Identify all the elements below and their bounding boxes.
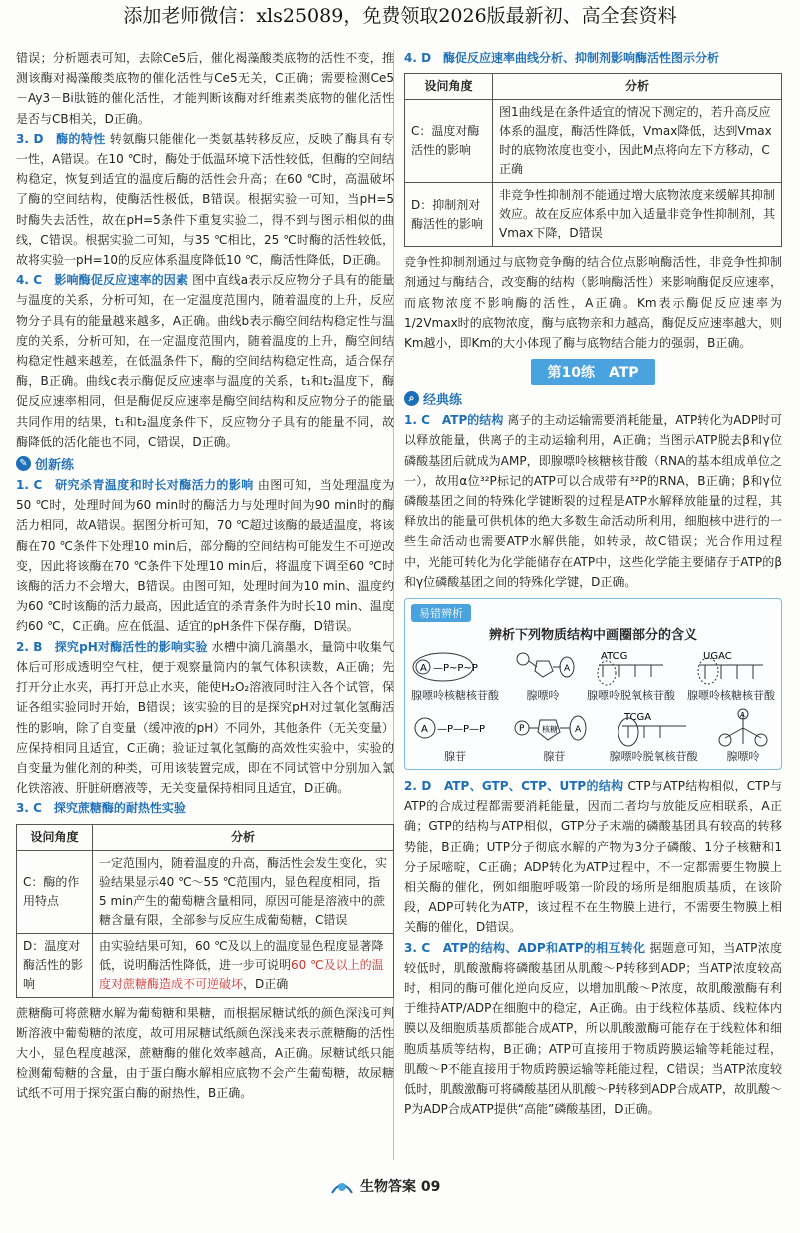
chapter-banner — [404, 359, 782, 385]
table-header-angle: 设问角度 — [17, 824, 93, 850]
right-column — [404, 48, 782, 1163]
answer-j1-body: 离子的主动运输需要消耗能量，ATP转化为ADP时可以释放能量，供离子的主动运输利用，A正确；当图示ATP脱去β和γ位磷酸基团后就成为AMP，即腺嘌呤核糖核苷酸（RNA的基本组成单位之一），故用α位³²P标记的ATP可以合成带有³²P的RNA，B正确；β和γ位磷酸基团之间的特殊化学键断裂的过程是ATP水解释放能量的过程，其释放出的能量可供机体的绝大多数生命活动所利用，细胞核中进行的一些生命活动也需要ATP水解供能，如转录，故C错误；光合作用过程中，光能可转化为化学能储存在ATP中，这些化学能主要储存于ATP的β和γ位磷酸基团之间的特殊化学键，D正确。 — [404, 413, 782, 589]
diagram-trna: A 腺嘌呤 — [711, 708, 775, 763]
answer-j2-body: CTP与ATP结构相似，CTP与ATP的合成过程都需要消耗能量，因而二者均与放能反应相联系，A正确；GTP的结构与ATP相似，GTP分子末端的磷酸基团具有较高的转移势能，B正确；UTP分子彻底水解的产物为3分子磷酸、1分子核糖和1分子尿嘧啶，C正确；ADP转化为ATP过程中，不一定都需要生物膜上相关酶的催化，例如细胞呼吸第一阶段的场所是细胞质基质，在该阶段，ADP可转化为ATP，该过程不在生物膜上进行，不需要生物膜上相关酶的催化，D错误。 — [404, 779, 782, 935]
analysis-table-right — [404, 73, 782, 247]
diagram-row-2 — [411, 708, 775, 763]
table-cell-analysis: 非竞争性抑制剂不能通过增大底物浓度来缓解其抑制效应。故在反应体系中加入适量非竞争性抑制剂，其Vmax下降，D错误 — [493, 183, 782, 247]
svg-text:—P~P~P: —P~P~P — [433, 663, 478, 675]
svg-text:ATCG: ATCG — [601, 651, 628, 663]
highlight-text: 60 ℃及以上的温度对蔗糖酶造成不可逆破坏 — [99, 957, 384, 991]
diagram-adenine-in-nucleotide: A 腺嘌呤 — [511, 647, 575, 702]
table-row — [405, 100, 782, 183]
rna-strand-icon — [695, 647, 767, 687]
answer-j3-body: 据题意可知，当ATP浓度较低时，肌酸激酶将磷酸基团从肌酸～P转移到ADP；当ATP浓度较高时，相同的酶可催化逆向反应，以增加肌酸～P浓度，故肌酸激酶有利于维持ATP/ADP在细胞中的稳定，A正确。由于线粒体基质、线粒体内膜以及细胞质基质都能合成ATP，所以肌酸激酶可能存在于线粒体和细胞质基质等结构，B正确；ATP可直接用于物质跨膜运输等耗能过程，肌酸～P不能直接用于物质跨膜运输等耗能过程，C错误；当ATP浓度较低时，肌酸激酶可将磷酸基团从肌酸～P转移到ADP合成ATP，故肌酸～P为ADP合成ATP提供“高能”磷酸基团，D正确。 — [404, 940, 782, 1117]
answer-q4-head: 4. C 影响酶促反应速率的因素 — [16, 273, 189, 288]
answer-q3-head: 3. D 酶的特性 — [16, 131, 106, 146]
answer-j2 — [404, 776, 782, 938]
atp-structure-icon — [411, 647, 499, 687]
table-cell-angle: C：温度对酶活性的影响 — [405, 100, 493, 183]
table-header-analysis: 分析 — [93, 824, 394, 850]
table-cell-analysis: 图1曲线是在条件适宜的情况下测定的，若升高反应体系的温度，酶活性降低，Vmax降低，达到Vmax时的底物浓度也变小，因此M点将向左下方移动，C正确 — [493, 100, 782, 183]
svg-text:—P—P—P: —P—P—P — [437, 724, 486, 736]
svg-text:A: A — [739, 711, 745, 720]
table-cell-analysis: 由实验结果可知，60 ℃及以上的温度显色程度显著降低，说明酶活性降低，进一步可说明60 ℃及以上的温度对蔗糖酶造成不可逆破坏，D正确 — [93, 933, 394, 997]
table-header-analysis: 分析 — [493, 74, 782, 100]
chapter-title: 第10练 ATP — [531, 359, 654, 385]
svg-text:TCGA: TCGA — [623, 712, 651, 724]
answer-q3 — [16, 129, 394, 270]
diagram-atp-nucleotide: A —P~P~P 腺嘌呤核糖核苷酸 — [411, 647, 499, 702]
answer-j2-head: 2. D ATP、GTP、CTP、UTP的结构 — [404, 779, 624, 794]
svg-text:核糖: 核糖 — [542, 725, 559, 735]
nucleotide-icon — [511, 647, 575, 687]
page-number: 生物答案 09 — [360, 1179, 441, 1195]
section-classic — [404, 389, 782, 408]
answer-c2 — [16, 637, 394, 799]
left-column — [16, 48, 394, 1163]
lightbulb-icon: ✎ — [16, 456, 31, 471]
diagram-rna-strand: UGAC 腺嘌呤核糖核苷酸 — [687, 647, 775, 702]
error-analysis-tag: 易错辨析 — [411, 604, 471, 622]
diagram-adenosine-atp: A —P—P—P 腺苷 — [411, 708, 499, 763]
search-icon: ⌕ — [404, 391, 419, 406]
paragraph-continued: 错误；分析题表可知，去除Ce5后，催化褐藻酸类底物的活性不变，推测该酶对褐藻酸类底物的催化活性与Ce5无关，C正确；需要检测Ce5－Ay3－Bi肽链的催化活性，才能判断该酶对纤维素类底物的催化活性是否与CB相关，D正确。 — [16, 51, 394, 126]
table-cell-angle: C：酶的作用特点 — [17, 850, 93, 933]
svg-text:A: A — [564, 664, 571, 675]
answer-q4d-head: 4. D 酶促反应速率曲线分析、抑制剂影响酶活性图示分析 — [404, 51, 720, 65]
diagram-dna-circled: TCGA 腺嘌呤脱氧核苷酸 — [610, 708, 698, 763]
dna-strand-icon — [595, 647, 667, 687]
answer-c2-head: 2. B 探究pH对酶活性的影响实验 — [16, 639, 208, 654]
analysis-table-left — [16, 824, 394, 998]
svg-text:A: A — [575, 725, 582, 736]
table-row — [405, 183, 782, 247]
answer-j3-head: 3. C ATP的结构、ADP和ATP的相互转化 — [404, 940, 646, 955]
svg-text:P: P — [519, 724, 525, 735]
table-cell-angle: D：温度对酶活性的影响 — [17, 933, 93, 997]
table-cell-angle: D：抑制剂对酶活性的影响 — [405, 183, 493, 247]
error-analysis-title: 辨析下列物质结构中画圈部分的含义 — [488, 628, 697, 644]
answer-c3-tail: 蔗糖酶可将蔗糖水解为葡萄糖和果糖，而根据尿糖试纸的颜色深浅可判断溶液中葡萄糖的浓度，故可用尿糖试纸颜色深浅来表示蔗糖酶的活性大小，显色程度越深，蔗糖酶的催化效率越高，A正确。尿糖试纸只能检测葡萄糖的含量，由于蛋白酶水解相应底物不会产生葡萄糖，故尿糖试纸不可用于探究蛋白酶的耐热性，B正确。 — [16, 1005, 394, 1101]
table-header-angle: 设问角度 — [405, 74, 493, 100]
answer-q3-body: 转氨酶只能催化一类氨基转移反应，反映了酶具有专一性，A错误。在10 ℃时，酶处于低温环境下活性较低，但酶的空间结构稳定，恢复到适宜的温度后酶的活性会升高；在60 ℃时，高温破坏了酶的空间结构，使酶活性极低，B错误。根据实验一可知，当pH=5时酶失去活性，故在pH=5条件下重复实验二，得不到与图示相似的曲线，C错误。根据实验二可知，与35 ℃相比，25 ℃时酶的活性较低，故将实验一pH=10的反应体系温度降低10 ℃，酶活性降低，D正确。 — [16, 131, 394, 268]
table-cell-analysis: 一定范围内，随着温度的升高，酶活性会发生变化，实验结果显示40 ℃～55 ℃范围内，显色程度相同，指5 min产生的葡萄糖含量相同，原因可能是溶液中的蔗糖含量有限，全部参与反应生成葡萄糖，C错误 — [93, 850, 394, 933]
table-row — [17, 850, 394, 933]
svg-text:A: A — [420, 663, 427, 675]
answer-q4d-tail: 竞争性抑制剂通过与底物竞争酶的结合位点影响酶活性，非竞争性抑制剂通过与酶结合，改变酶的结构（影响酶活性）来影响酶促反应速率，而底物浓度不影响酶的活性，A正确。Km表示酶促反应速率为1/2Vmax时的底物浓度，酶与底物亲和力越高，酶促反应速率越大，则Km越小，即Km的大小体现了酶与底物结合能力的强弱，B正确。 — [404, 255, 782, 351]
diagram-row-1 — [411, 647, 775, 702]
diagram-adenosine-ribose: P 核糖 A 腺苷 — [512, 708, 596, 763]
dna-circled-icon — [618, 708, 690, 748]
answer-q4 — [16, 270, 394, 452]
answer-c1-body: 由图可知，当处理温度为50 ℃时，处理时间为60 min时的酶活力与处理时间为90 min时的酶活力相同，故A错误。据图分析可知，70 ℃超过该酶的最适温度，将该酶在70 ℃条件下处理10 min后，部分酶的空间结构可能发生不可逆改变，因此将该酶在70 ℃条件下处理10 min后，将温度下调至60 ℃时该酶的活力不会增大，B错误。由图可知，处理时间为10 min、温度约为60 ℃时该酶的活力最高，因此适宜的杀青条件为时长10 min、温度约60 ℃，C正确。应在低温、适宜的pH条件下保存酶，D错误。 — [16, 478, 394, 634]
answer-c3-head: 3. C 探究蔗糖酶的耐热性实验 — [16, 801, 186, 816]
ribose-icon — [512, 708, 596, 748]
publisher-logo-icon — [330, 1175, 354, 1197]
table-row — [17, 933, 394, 997]
trna-icon — [711, 708, 775, 748]
answer-c2-body: 水槽中滴几滴墨水，量筒中收集气体后可形成透明空气柱，便于观察量筒内的氧气体积读数，A正确；先打开分止水夹，再打开总止水夹，能使H₂O₂溶液同时注入各个试管，保证各组实验同时开始，B错误；该实验的目的是探究pH对过氧化氢酶活性的影响，除了自变量（缓冲液的pH）不同外，其他条件（无关变量）应保持相同且适宜，C正确；验证过氧化氢酶的高效性实验中，实验的自变量为催化剂的种类，可用该装置完成，即在不同试管中分别加入氯化铁溶液、肝脏研磨液等，无关变量保持相同且适宜，D正确。 — [16, 639, 394, 796]
answer-c1-head: 1. C 研究杀青温度和时长对酶活力的影响 — [16, 478, 254, 493]
answer-j3 — [404, 938, 782, 1120]
answer-q4-body: 图中直线a表示反应物分子具有的能量与温度的关系，分析可知，在一定温度范围内，随着温度的上升，反应物分子具有的能量越来越多，A正确。曲线b表示酶空间结构稳定性与温度的关系，分析可知，在一定温度范围内，随着温度的上升，酶空间结构稳定性越来越差，在低温条件下，酶的空间结构稳定性高，适合保存酶，B正确。曲线c表示酶促反应速率与温度的关系，t₁和t₂温度下，酶促反应速率相同，但是酶促反应速率是酶空间结构和反应物分子的能量共同作用的结果，t₁和t₂温度条件下，反应物分子具有的能量不同，故酶降低的活化能也不同，C错误，D正确。 — [16, 273, 394, 449]
diagram-dna-strand: ATCG 腺嘌呤脱氧核苷酸 — [587, 647, 675, 702]
svg-text:UGAC: UGAC — [703, 651, 732, 663]
adenosine-icon — [411, 708, 499, 748]
section-innovation-title: 创新练 — [35, 458, 75, 474]
section-classic-title: 经典练 — [423, 393, 463, 409]
svg-text:A: A — [421, 724, 428, 736]
answer-j1-head: 1. C ATP的结构 — [404, 413, 504, 428]
error-analysis-box — [404, 598, 782, 770]
answer-c1 — [16, 475, 394, 637]
page-footer — [330, 1175, 440, 1197]
page-header-watermark: 添加老师微信：xls25089，免费领取2026版最新初、高全套资料 — [123, 5, 677, 27]
section-innovation — [16, 454, 394, 473]
answer-j1 — [404, 410, 782, 592]
